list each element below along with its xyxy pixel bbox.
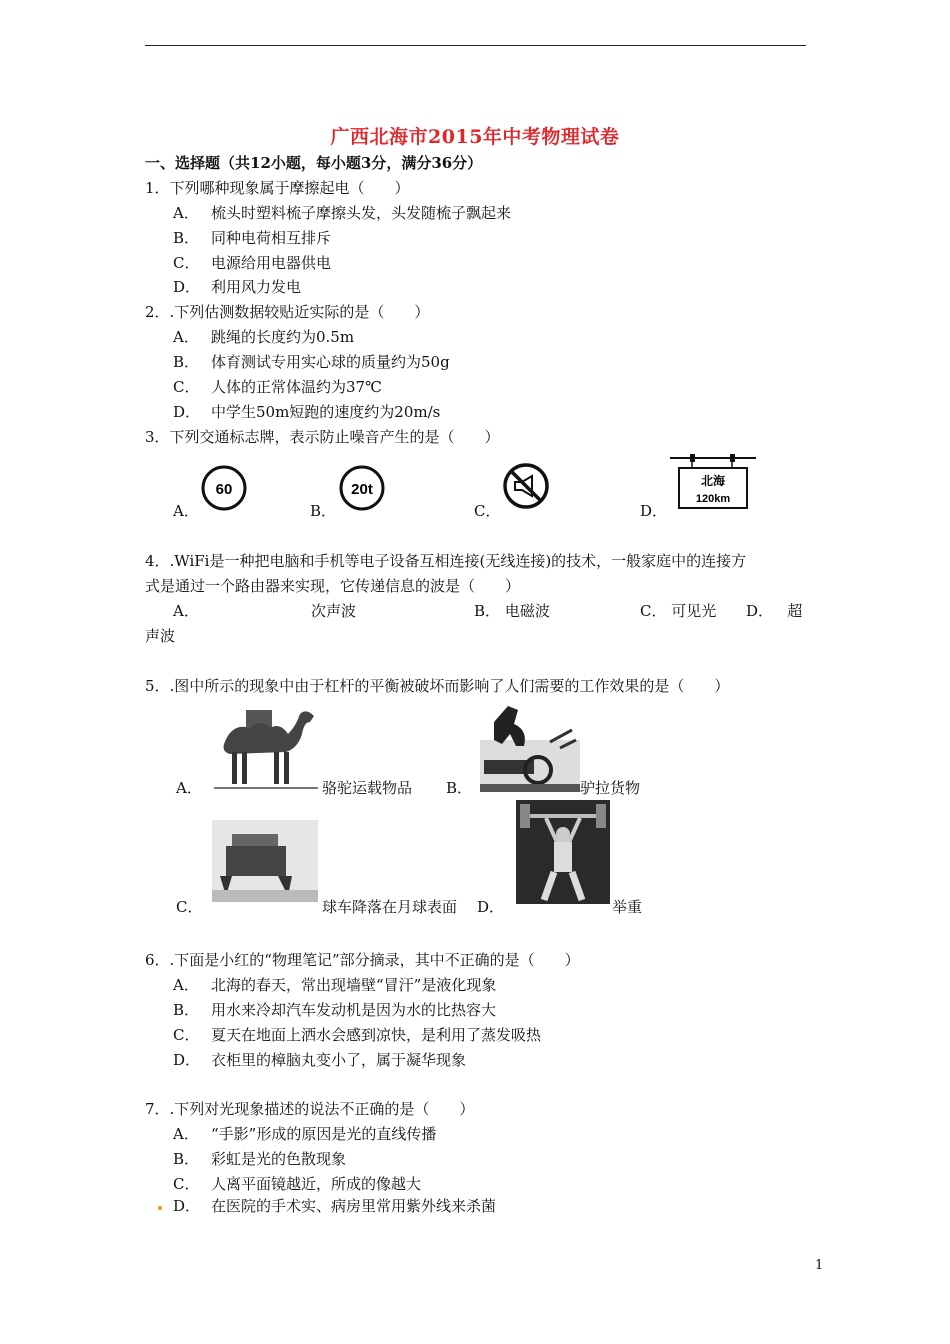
question-5-option-d-text: 举重 [612, 898, 643, 916]
option-label: C． [173, 1026, 200, 1044]
option-label: A． [173, 1125, 199, 1143]
question-1-option-a [173, 202, 511, 223]
question-3-option-d-label: D． [640, 502, 668, 520]
question-5-stem: 5．.图中所示的现象中由于杠杆的平衡被破坏而影响了人们需要的工作效果的是（ ） [145, 677, 730, 695]
option-label: A． [173, 328, 199, 346]
option-label: C． [173, 1175, 200, 1193]
option-label: C． [173, 378, 200, 396]
barbell-bar [522, 814, 604, 818]
option-text: 人离平面镜越近，所成的像越大 [211, 1175, 422, 1193]
barbell-plate [596, 804, 606, 828]
question-3-option-a-label: A． [173, 502, 199, 520]
margin-mark [158, 1206, 162, 1210]
question-7-option-b [173, 1148, 346, 1169]
question-7-option-c [173, 1173, 421, 1194]
page-number: 1 [815, 1258, 824, 1273]
question-6-option-d [173, 1049, 466, 1070]
speed-limit-60-sign [200, 464, 248, 512]
option-text: 在医院的手术实、病房里常用紫外线来杀菌 [211, 1197, 497, 1215]
lifter-torso [554, 842, 572, 872]
question-2-stem: 2．.下列估测数据较贴近实际的是（ ） [145, 303, 430, 321]
sign-text: 60 [215, 481, 233, 498]
donkey-pulling-cart-image [480, 700, 580, 792]
sign-post [690, 454, 695, 462]
option-label: D． [746, 602, 774, 620]
question-6-option-c [173, 1024, 541, 1045]
option-text: 可见光 [671, 602, 717, 620]
question-2-option-b [173, 351, 450, 372]
question-4-option-b [474, 600, 550, 621]
option-text: 衣柜里的樟脑丸变小了，属于凝华现象 [211, 1051, 467, 1069]
option-label: B． [173, 353, 200, 371]
section-heading: 一、选择题（共12小题，每小题3分，满分36分） [145, 154, 483, 172]
barbell-plate [520, 804, 530, 828]
exam-title: 广西北海市2015年中考物理试卷 [330, 126, 620, 148]
option-text: 电磁波 [504, 602, 550, 620]
camel-leg [274, 752, 279, 784]
option-label: D． [173, 1051, 201, 1069]
question-5-option-a-text: 骆驼运载物品 [322, 779, 413, 797]
option-label: D． [173, 1197, 201, 1215]
weight-limit-20t-sign [338, 464, 386, 512]
question-6-option-b [173, 999, 496, 1020]
weightlifter-image [516, 800, 610, 904]
option-text: 北海的春天，常出现墙壁“冒汗”是液化现象 [211, 976, 497, 994]
distance-sign-beihai [668, 452, 758, 512]
option-label: B． [173, 229, 200, 247]
question-5-option-d-label: D． [477, 898, 505, 916]
question-1-option-b [173, 227, 331, 248]
question-2-option-d [173, 401, 440, 422]
option-text: 超 [787, 602, 803, 620]
option-text: 同种电荷相互排斥 [211, 229, 332, 247]
rover-body [226, 846, 286, 876]
question-7-stem: 7．.下列对光现象描述的说法不正确的是（ ） [145, 1100, 475, 1118]
question-7-option-a [173, 1123, 436, 1144]
question-4-option-a-label: A． [173, 602, 199, 620]
option-label: B． [173, 1150, 200, 1168]
option-text: 人体的正常体温约为37℃ [211, 378, 382, 396]
question-4-option-d-continued: 声波 [145, 627, 176, 645]
question-5-option-b-text: 驴拉货物 [580, 779, 641, 797]
question-4-option-d [746, 600, 802, 621]
question-4-stem-line-2: 式是通过一个路由器来实现，它传递信息的波是（ ） [145, 577, 521, 595]
option-text: 电源给用电器供电 [211, 254, 332, 272]
question-3-option-c-label: C． [474, 502, 501, 520]
option-label: C． [173, 254, 200, 272]
camel-leg [232, 752, 237, 784]
option-label: D． [173, 278, 201, 296]
header-rule [145, 45, 806, 46]
no-horn-sign [502, 462, 550, 510]
lunar-rover-landing-image [212, 820, 318, 902]
question-6-stem: 6．.下面是小红的“物理笔记”部分摘录，其中不正确的是（ ） [145, 951, 580, 969]
question-1-option-c [173, 252, 331, 273]
option-text: 利用风力发电 [211, 278, 302, 296]
rover-top [232, 834, 278, 846]
ground [480, 784, 580, 792]
question-5-option-c-label: C． [176, 898, 203, 916]
option-text: 中学生50m短跑的速度约为20m/s [211, 403, 441, 421]
camel-leg [242, 752, 247, 784]
sign-text-distance: 120km [695, 493, 731, 505]
option-text: 用水来冷却汽车发动机是因为水的比热容大 [211, 1001, 497, 1019]
question-5-option-a-label: A． [176, 779, 202, 797]
question-2-option-a [173, 326, 354, 347]
option-label: A． [173, 976, 199, 994]
question-7-option-d [173, 1195, 496, 1216]
option-label: C． [640, 602, 667, 620]
option-text: 彩虹是光的色散现象 [211, 1150, 347, 1168]
question-4-stem-line-1: 4．.WiFi是一种把电脑和手机等电子设备互相连接(无线连接)的技术，一般家庭中的连接方 [145, 552, 747, 570]
camel-leg [284, 752, 289, 784]
option-label: B． [474, 602, 501, 620]
camel-carrying-goods-image [210, 700, 322, 792]
question-3-stem: 3．下列交通标志牌，表示防止噪音产生的是（ ） [145, 428, 500, 446]
option-text: 跳绳的长度约为0.5m [211, 328, 355, 346]
question-2-option-c [173, 376, 382, 397]
option-text: 梳头时塑料梳子摩擦头发，头发随梳子飘起来 [211, 204, 512, 222]
question-4-option-a-text: 次声波 [311, 602, 357, 620]
sign-post [730, 454, 735, 462]
question-5-option-c-text: 球车降落在月球表面 [322, 898, 458, 916]
sign-text: 20t [351, 481, 373, 498]
option-label: D． [173, 403, 201, 421]
option-text: 体育测试专用实心球的质量约为50g [211, 353, 450, 371]
question-3-option-b-label: B． [310, 502, 337, 520]
question-1-stem: 1．下列哪种现象属于摩擦起电（ ） [145, 179, 410, 197]
question-1-option-d [173, 276, 301, 297]
option-text: “手影”形成的原因是光的直线传播 [211, 1125, 437, 1143]
option-text: 夏天在地面上洒水会感到凉快，是利用了蒸发吸热 [211, 1026, 542, 1044]
question-6-option-a [173, 974, 496, 995]
lifter-head [556, 827, 570, 841]
option-label: B． [173, 1001, 200, 1019]
option-label: A． [173, 204, 199, 222]
question-5-option-b-label: B． [446, 779, 473, 797]
question-4-option-c [640, 600, 716, 621]
moon-surface [212, 890, 318, 902]
sign-text-city: 北海 [700, 474, 726, 488]
